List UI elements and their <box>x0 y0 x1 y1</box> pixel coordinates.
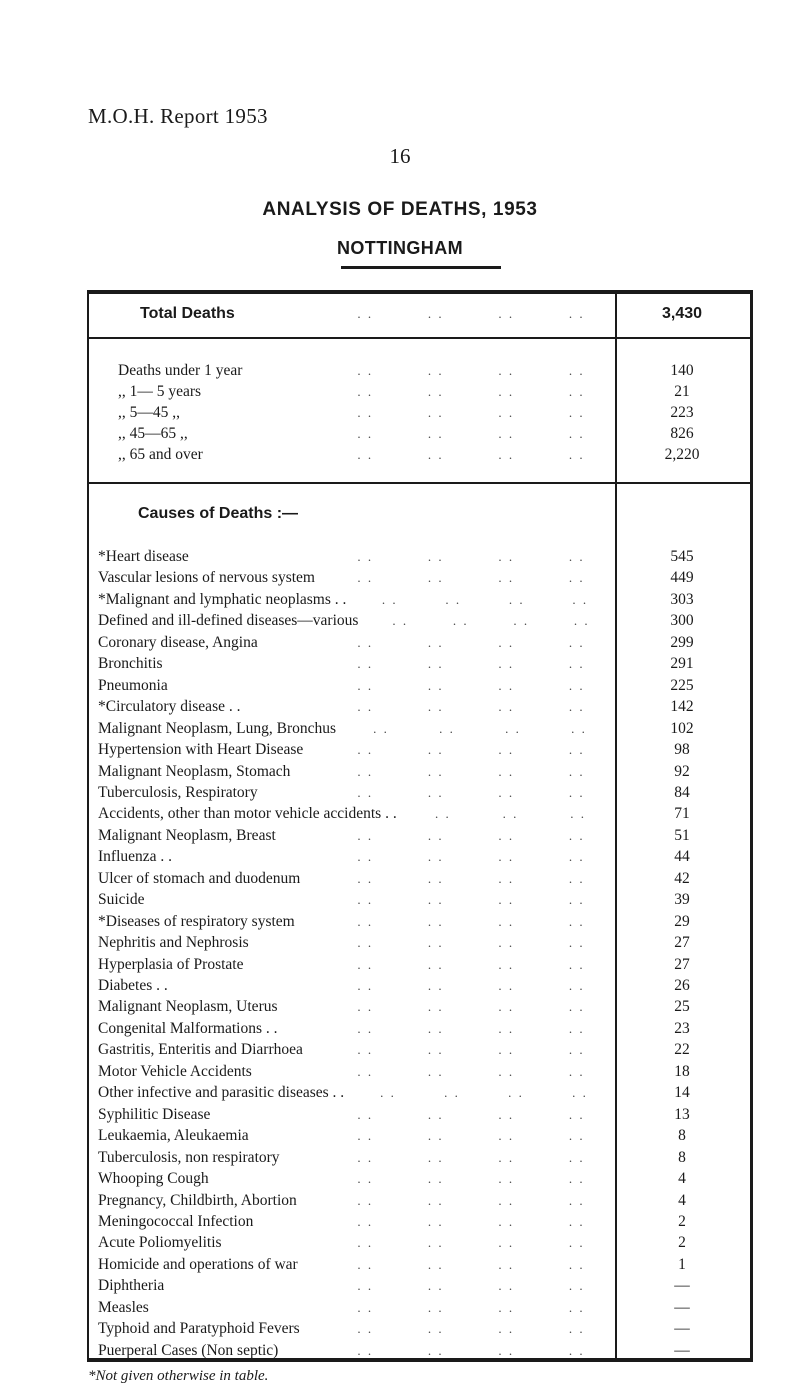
leader-dots: . . . . . . . . <box>357 306 585 321</box>
causes-heading: Causes of Deaths :— <box>138 505 299 522</box>
row-value: 140 <box>670 362 694 379</box>
report-header: M.O.H. Report 1953 <box>88 104 268 128</box>
row-value: — <box>674 1277 690 1295</box>
row-label: *Heart disease <box>98 548 189 565</box>
leader-dots: . . . . . . . . <box>357 570 585 586</box>
row-value: 27 <box>674 934 690 952</box>
row-value: 51 <box>674 826 690 844</box>
row-label: Pregnancy, Childbirth, Abortion <box>98 1191 297 1209</box>
cause-row <box>90 1125 750 1147</box>
cause-row <box>90 889 750 911</box>
row-label: ,, 45—65 ,, <box>118 425 188 442</box>
table-frame-left <box>87 290 89 1361</box>
row-value: 98 <box>674 741 690 759</box>
row-label: Malignant Neoplasm, Uterus <box>98 998 278 1016</box>
total-value: 3,430 <box>661 305 703 322</box>
row-value: 84 <box>674 783 690 801</box>
leader-dots: . . . . . . . . <box>357 935 585 951</box>
row-value: 303 <box>670 590 694 608</box>
cause-row <box>90 1340 750 1362</box>
row-label: *Malignant and lymphatic neoplasms . . <box>98 590 347 608</box>
row-value: 545 <box>670 548 694 565</box>
leader-dots: . . . . . . . . <box>381 591 589 607</box>
row-label: Hypertension with Heart Disease <box>98 741 304 759</box>
row-label: Accidents, other than motor vehicle accidents . . <box>98 805 397 823</box>
leader-dots: . . . . . . . . <box>357 1299 585 1315</box>
age-group-row <box>90 444 750 466</box>
row-value: 2 <box>678 1212 686 1230</box>
leader-dots: . . . . . . . . <box>357 1042 585 1058</box>
leader-dots: . . . . . . . . <box>357 699 585 715</box>
row-value: — <box>674 1320 690 1338</box>
cause-row <box>90 932 750 954</box>
leader-dots: . . . . . . . . <box>357 763 585 779</box>
row-value: 142 <box>670 698 694 716</box>
leader-dots: . . . . . . . . <box>357 1278 585 1294</box>
row-value: 25 <box>674 998 690 1016</box>
cause-row <box>90 653 750 675</box>
table-rule-ages <box>87 482 753 484</box>
cause-row <box>90 975 750 997</box>
table-frame-right <box>750 290 753 1361</box>
row-value: 8 <box>678 1148 686 1166</box>
age-group-row <box>90 381 750 403</box>
table-frame-top <box>87 290 753 294</box>
row-label: Malignant Neoplasm, Lung, Bronchus <box>98 719 337 737</box>
leader-dots: . . . . . . . . <box>357 913 585 929</box>
cause-row <box>90 1018 750 1040</box>
cause-row <box>90 675 750 697</box>
row-label: Deaths under 1 year <box>118 362 243 379</box>
row-value: 21 <box>674 383 690 400</box>
title-underline <box>341 266 501 269</box>
age-group-row <box>90 402 750 424</box>
row-value: 27 <box>674 955 690 973</box>
cause-row <box>90 1318 750 1340</box>
row-label: Tuberculosis, Respiratory <box>98 783 258 801</box>
total-row <box>90 303 750 325</box>
leader-dots: . . . . . . . . <box>357 426 585 441</box>
row-label: Suicide <box>98 891 145 909</box>
leader-dots: . . . . . . . . <box>357 384 585 399</box>
leader-dots: . . . . . . . . <box>392 613 590 629</box>
cause-row <box>90 589 750 611</box>
row-label: Pneumonia <box>98 676 168 694</box>
row-label: Malignant Neoplasm, Breast <box>98 826 276 844</box>
row-value: 13 <box>674 1105 690 1123</box>
leader-dots: . . . . . . . . <box>357 405 585 420</box>
cause-row <box>90 911 750 933</box>
row-value: 299 <box>670 633 694 651</box>
leader-dots: . . . . . . . . <box>357 1213 585 1229</box>
row-label: Syphilitic Disease <box>98 1105 211 1123</box>
row-label: Malignant Neoplasm, Stomach <box>98 762 291 780</box>
row-label: Hyperplasia of Prostate <box>98 955 244 973</box>
leader-dots: . . . . . . . . <box>357 549 585 564</box>
page-title: ANALYSIS OF DEATHS, 1953 <box>262 199 538 220</box>
leader-dots: . . . . . . . . <box>357 1256 585 1272</box>
cause-row <box>90 696 750 718</box>
leader-dots: . . . . . . . . <box>357 956 585 972</box>
row-value: 71 <box>674 805 690 823</box>
cause-row <box>90 868 750 890</box>
leader-dots: . . . . . . . . <box>357 634 585 650</box>
cause-row <box>90 632 750 654</box>
leader-dots: . . . . . . . . <box>357 1063 585 1079</box>
cause-row <box>90 1254 750 1276</box>
cause-row <box>90 846 750 868</box>
row-value: 826 <box>670 425 694 442</box>
row-label: Congenital Malformations . . <box>98 1019 278 1037</box>
row-label: Bronchitis <box>98 655 163 673</box>
row-label: Coronary disease, Angina <box>98 633 258 651</box>
leader-dots: . . . . . . <box>434 806 587 822</box>
row-value: 29 <box>674 912 690 930</box>
row-value: 102 <box>670 719 694 737</box>
row-label: Nephritis and Nephrosis <box>98 934 249 952</box>
age-group-row <box>90 360 750 382</box>
row-label: Acute Poliomyelitis <box>98 1234 222 1252</box>
cause-row <box>90 954 750 976</box>
leader-dots: . . . . . . . . <box>357 1149 585 1165</box>
footnote: *Not given otherwise in table. <box>88 1368 269 1384</box>
row-value: 92 <box>674 762 690 780</box>
row-label: Diphtheria <box>98 1277 165 1295</box>
row-label: Motor Vehicle Accidents <box>98 1062 252 1080</box>
leader-dots: . . . . . . . . <box>357 849 585 865</box>
leader-dots: . . . . . . . . <box>357 892 585 908</box>
row-value: 8 <box>678 1127 686 1145</box>
row-label: Puerperal Cases (Non septic) <box>98 1341 279 1359</box>
table-rule-total <box>87 337 753 339</box>
row-value: 449 <box>670 569 694 587</box>
leader-dots: . . . . . . . . <box>357 677 585 693</box>
age-group-row <box>90 423 750 445</box>
cause-row <box>90 546 750 568</box>
cause-row <box>90 1232 750 1254</box>
row-label: Diabetes . . <box>98 977 168 994</box>
cause-row <box>90 1190 750 1212</box>
row-value: 300 <box>670 612 694 630</box>
cause-row <box>90 825 750 847</box>
row-value: 42 <box>674 869 690 887</box>
cause-row <box>90 739 750 761</box>
leader-dots: . . . . . . . . <box>357 1020 585 1036</box>
leader-dots: . . . . . . . . <box>357 1128 585 1144</box>
row-value: — <box>674 1341 690 1359</box>
cause-row <box>90 1082 750 1104</box>
row-label: Tuberculosis, non respiratory <box>98 1148 280 1166</box>
row-label: ,, 1— 5 years <box>118 383 202 400</box>
leader-dots: . . . . . . . . <box>357 1192 585 1208</box>
cause-row <box>90 1275 750 1297</box>
leader-dots: . . . . . . . . <box>357 1342 585 1358</box>
row-label: Defined and ill-defined diseases—various <box>98 612 359 630</box>
cause-row <box>90 1039 750 1061</box>
cause-row <box>90 718 750 740</box>
leader-dots: . . . . . . . . <box>373 720 587 736</box>
leader-dots: . . . . . . . . <box>357 1235 585 1251</box>
row-label: *Circulatory disease . . <box>98 698 241 716</box>
leader-dots: . . . . . . . . <box>357 1106 585 1122</box>
leader-dots: . . . . . . . . <box>357 363 585 378</box>
cause-row <box>90 1104 750 1126</box>
leader-dots: . . . . . . . . <box>357 656 585 672</box>
row-label: Gastritis, Enteritis and Diarrhoea <box>98 1041 303 1059</box>
cause-row <box>90 1297 750 1319</box>
leader-dots: . . . . . . . . <box>357 1171 585 1187</box>
row-value: 223 <box>670 404 694 421</box>
cause-row <box>90 996 750 1018</box>
row-value: 291 <box>670 655 694 673</box>
cause-row <box>90 782 750 804</box>
row-label: Measles <box>98 1298 149 1316</box>
row-value: 4 <box>678 1191 686 1209</box>
cause-row <box>90 1168 750 1190</box>
cause-row <box>90 567 750 589</box>
total-label: Total Deaths <box>140 305 235 322</box>
leader-dots: . . . . . . . . <box>380 1085 588 1101</box>
row-value: 4 <box>678 1170 686 1188</box>
cause-row <box>90 1211 750 1233</box>
row-value: 1 <box>678 1255 686 1273</box>
row-value: 39 <box>674 891 690 909</box>
row-value: 22 <box>674 1041 690 1059</box>
row-value: 18 <box>674 1062 690 1080</box>
page-subtitle: NOTTINGHAM <box>337 238 463 258</box>
leader-dots: . . . . . . . . <box>357 784 585 800</box>
row-label: *Diseases of respiratory system <box>98 912 295 930</box>
cause-row <box>90 610 750 632</box>
row-label: Ulcer of stomach and duodenum <box>98 869 301 887</box>
row-value: 23 <box>674 1019 690 1037</box>
row-value: 2,220 <box>664 446 700 463</box>
row-label: Other infective and parasitic diseases . . <box>98 1084 345 1102</box>
leader-dots: . . . . . . . . <box>357 999 585 1015</box>
cause-row <box>90 1061 750 1083</box>
row-value: 225 <box>670 676 694 694</box>
leader-dots: . . . . . . . . <box>357 1321 585 1337</box>
leader-dots: . . . . . . . . <box>357 870 585 886</box>
row-value: — <box>674 1298 690 1316</box>
cause-row <box>90 761 750 783</box>
row-value: 14 <box>674 1084 690 1102</box>
row-label: ,, 5—45 ,, <box>118 404 180 421</box>
row-value: 2 <box>678 1234 686 1252</box>
leader-dots: . . . . . . . . <box>357 447 585 462</box>
leader-dots: . . . . . . . . <box>357 827 585 843</box>
row-label: Vascular lesions of nervous system <box>98 569 315 587</box>
row-label: Leukaemia, Aleukaemia <box>98 1127 249 1145</box>
row-value: 26 <box>674 977 690 994</box>
row-label: Whooping Cough <box>98 1170 209 1188</box>
cause-row <box>90 1147 750 1169</box>
row-value: 44 <box>674 848 690 866</box>
leader-dots: . . . . . . . . <box>357 978 585 993</box>
row-label: ,, 65 and over <box>118 446 203 463</box>
row-label: Influenza . . <box>98 848 173 866</box>
page-number: 16 <box>389 144 411 168</box>
leader-dots: . . . . . . . . <box>357 742 585 758</box>
row-label: Homicide and operations of war <box>98 1255 298 1273</box>
row-label: Typhoid and Paratyphoid Fevers <box>98 1320 300 1338</box>
cause-row <box>90 803 750 825</box>
row-label: Meningococcal Infection <box>98 1212 254 1230</box>
